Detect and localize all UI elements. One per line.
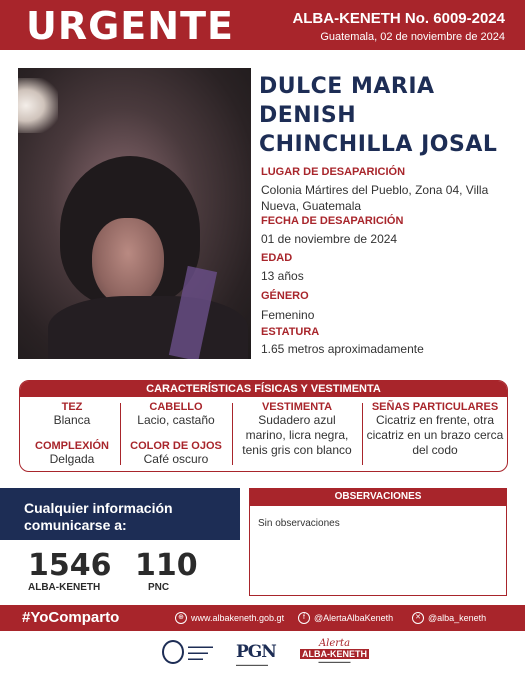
alerta-alba-keneth-logo: Alerta ALBA-KENETH ▬▬▬▬▬▬▬▬ xyxy=(302,638,367,664)
hashtag: #YoComparto xyxy=(22,609,120,626)
phone-pnc[interactable]: 110 xyxy=(135,548,198,583)
person-name xyxy=(259,72,519,159)
vestimenta-value: Sudadero azul marino, licra negra, tenis gris con blanco xyxy=(242,413,352,457)
height-label: ESTATURA xyxy=(261,326,320,338)
characteristics-title: CARACTERÍSTICAS FÍSICAS Y VESTIMENTA xyxy=(20,381,507,397)
phone-pnc-label: PNC xyxy=(148,582,170,593)
phone-alba-keneth[interactable]: 1546 xyxy=(28,548,112,583)
complexion-value: Delgada xyxy=(49,452,95,466)
age-label: EDAD xyxy=(261,252,293,264)
date-value: 01 de noviembre de 2024 xyxy=(261,232,398,246)
vestimenta-label: VESTIMENTA xyxy=(261,401,333,413)
facebook-icon: f xyxy=(298,612,310,624)
case-number: ALBA-KENETH No. 6009-2024 xyxy=(292,10,505,27)
height-value: 1.65 metros aproximadamente xyxy=(261,342,424,356)
contact-info-text: Cualquier información comunicarse a: xyxy=(24,500,173,533)
globe-icon: ⊕ xyxy=(175,612,187,624)
place-label: LUGAR DE DESAPARICIÓN xyxy=(261,166,406,178)
cabello-label: CABELLO xyxy=(149,401,203,413)
tez-label: TEZ xyxy=(61,401,83,413)
ojos-value: Café oscuro xyxy=(143,452,209,466)
name-line-2: DENISH xyxy=(259,103,357,128)
phone-alba-keneth-label: ALBA-KENETH xyxy=(28,582,101,593)
observations-title: OBSERVACIONES xyxy=(249,488,507,506)
col-senas xyxy=(366,401,504,458)
name-line-1: DULCE MARIA xyxy=(259,74,435,99)
gender-label: GÉNERO xyxy=(261,290,309,302)
complexion-label: COMPLEXIÓN xyxy=(35,440,109,452)
observations-text: Sin observaciones xyxy=(258,518,340,529)
age-value: 13 años xyxy=(261,269,304,283)
gender-value: Femenino xyxy=(261,308,315,322)
cabello-value: Lacio, castaño xyxy=(137,413,215,427)
header-banner xyxy=(0,0,525,50)
tez-value: Blanca xyxy=(53,413,91,427)
case-date: Guatemala, 02 de noviembre de 2024 xyxy=(320,31,505,43)
col-cabello xyxy=(124,401,228,467)
pgn-subtitle: ▬▬▬▬▬▬▬▬ xyxy=(236,662,268,667)
col-tez xyxy=(26,401,118,467)
secretariat-logo-text: ▬▬▬▬▬ ▬▬▬▬ ▬▬▬ xyxy=(188,644,213,662)
website-link[interactable]: ⊕ www.albakeneth.gob.gt xyxy=(175,612,284,624)
senas-value: Cicatriz en frente, otra cicatriz en un brazo cerca del codo xyxy=(366,413,504,457)
date-label: FECHA DE DESAPARICIÓN xyxy=(261,215,404,227)
x-link[interactable]: ✕ @alba_keneth xyxy=(412,612,486,624)
contact-info-box xyxy=(0,488,240,540)
characteristics-box xyxy=(19,380,508,472)
missing-person-photo xyxy=(18,68,251,359)
place-value: Colonia Mártires del Pueblo, Zona 04, Villa Nueva, Guatemala xyxy=(261,183,489,213)
name-line-3: CHINCHILLA JOSAL xyxy=(259,132,498,157)
urgent-title: URGENTE xyxy=(26,4,234,48)
col-vestimenta xyxy=(238,401,356,458)
senas-label: SEÑAS PARTICULARES xyxy=(371,401,499,413)
observations-box xyxy=(249,506,507,596)
government-seal-logo xyxy=(162,640,184,664)
pgn-logo: PGN xyxy=(236,642,276,662)
logos-row xyxy=(0,636,525,676)
footer-bar xyxy=(0,605,525,631)
x-icon: ✕ xyxy=(412,612,424,624)
ojos-label: COLOR DE OJOS xyxy=(130,440,222,452)
facebook-link[interactable]: f @AlertaAlbaKeneth xyxy=(298,612,393,624)
